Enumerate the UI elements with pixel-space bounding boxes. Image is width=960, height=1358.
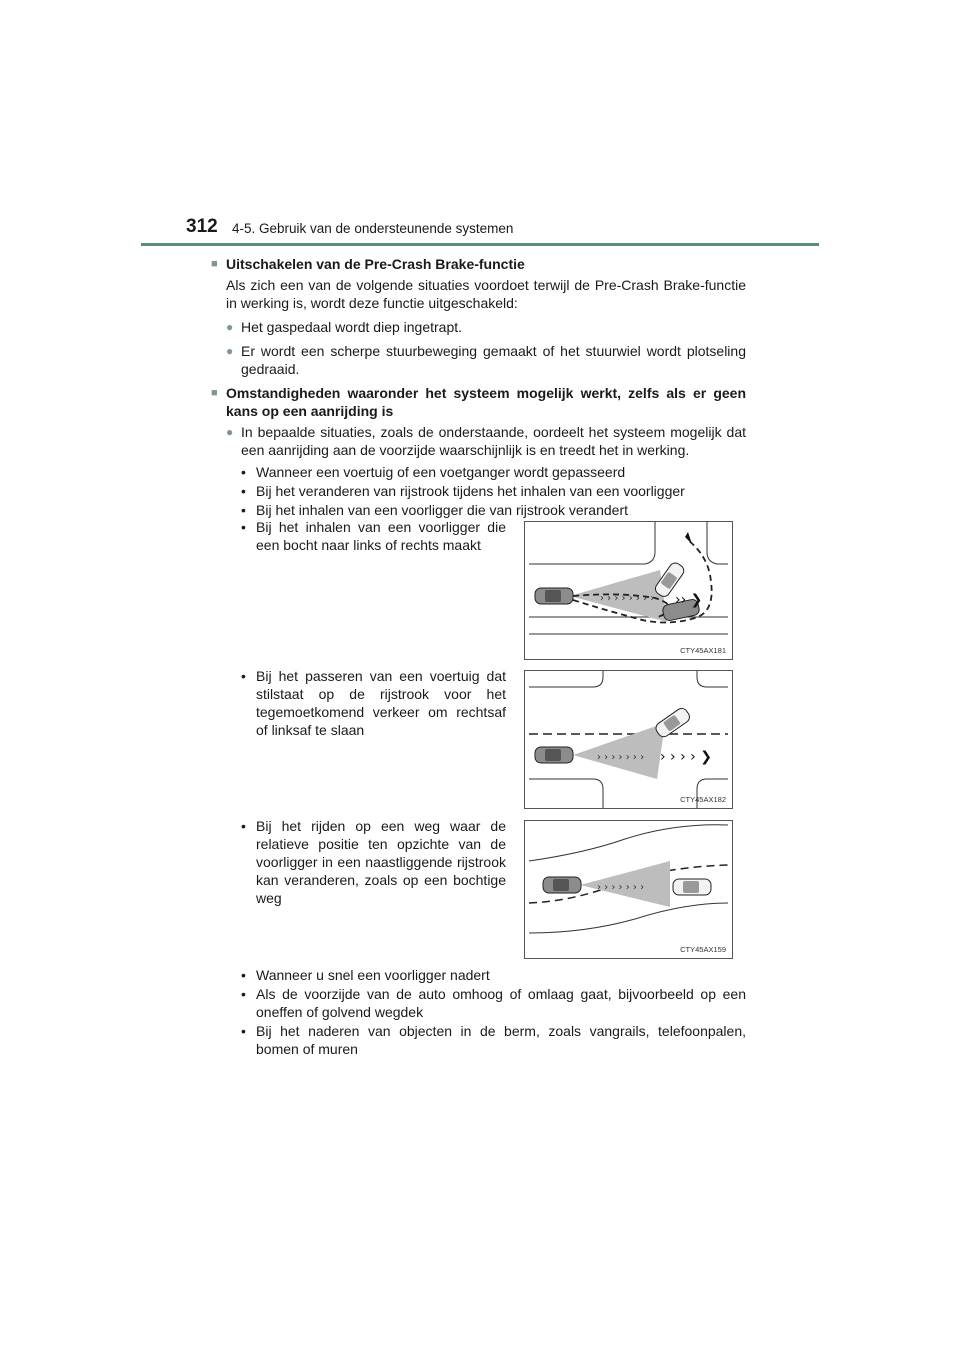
list-item: • Bij het inhalen van een voorligger die een bocht naar links of rechts maakt xyxy=(241,519,506,553)
list-item: • Bij het naderen van objecten in de berm, zoals vangrails, telefoonpalen, bomen of muren xyxy=(241,1023,746,1057)
svg-text:› › › › › › ›: › › › › › › › xyxy=(597,752,645,763)
section-title: 4-5. Gebruik van de ondersteunende systemen xyxy=(232,221,514,236)
list-item xyxy=(226,423,746,459)
list-item-text: Bij het naderen van objecten in de berm, zoals vangrails, telefoonpalen, bomen of muren xyxy=(256,1023,746,1057)
list-item-text: Bij het veranderen van rijstrook tijdens het inhalen van een voorligger xyxy=(256,483,685,499)
section-heading xyxy=(211,255,746,273)
square-bullet-icon: ■ xyxy=(211,387,218,399)
figure-caption xyxy=(241,817,506,908)
figure-caption xyxy=(241,518,506,555)
svg-text:› › › › › › ›: › › › › › › › xyxy=(597,882,645,893)
list-item-text: Bij het rijden op een weg waar de relatieve positie ten opzichte van de voorligger in een naastliggende rijstrook kan veranderen, zoals op een bochtige weg xyxy=(256,818,506,906)
car-icon xyxy=(673,879,711,895)
page-number: 312 xyxy=(186,216,218,237)
list-item: • Bij het passeren van een voertuig dat stilstaat op de rijstrook voor het tegemoetkomend verkeer om rechtsaf of linksaf te slaan xyxy=(241,668,506,738)
illustration-curved-road xyxy=(524,820,733,959)
circle-bullet-icon: ● xyxy=(226,344,234,358)
section-heading xyxy=(211,384,746,420)
situation-list xyxy=(241,463,746,519)
list-item: • Bij het inhalen van een voorligger die van rijstrook verandert xyxy=(241,501,746,519)
illustration-stopped-vehicle xyxy=(524,670,733,809)
list-item-text: Wanneer een voertuig of een voetganger wordt gepasseerd xyxy=(256,464,626,480)
figure-label: CTY45AX181 xyxy=(680,646,726,655)
list-item: • Bij het rijden op een weg waar de relatieve positie ten opzichte van de voorligger in een naastliggende rijstrook kan veranderen, zoals op een bochtige weg xyxy=(241,818,506,906)
svg-text:› › › › ❯: › › › › ❯ xyxy=(660,749,712,765)
list-item xyxy=(226,342,746,378)
figure-caption xyxy=(241,667,506,740)
list-item-text: Bij het passeren van een voertuig dat stilstaat op de rijstrook voor het tegemoetkomend verkeer om rechtsaf of linksaf te slaan xyxy=(256,668,506,738)
circle-bullet-icon: ● xyxy=(226,425,234,439)
list-item: • Als de voorzijde van de auto omhoog of omlaag gaat, bijvoorbeeld op een oneffen of golvend wegdek xyxy=(241,986,746,1020)
heading-text: Uitschakelen van de Pre-Crash Brake-functie xyxy=(226,256,525,272)
list-item-text: Als de voorzijde van de auto omhoog of omlaag gaat, bijvoorbeeld op een oneffen of golvend wegdek xyxy=(256,986,746,1020)
list-item-text: Er wordt een scherpe stuurbeweging gemaakt of het stuurwiel wordt plotseling gedraaid. xyxy=(241,343,746,377)
own-car-icon xyxy=(535,747,573,763)
list-item-text: Bij het inhalen van een voorligger die van rijstrook verandert xyxy=(256,502,628,518)
heading-text: Omstandigheden waaronder het systeem mogelijk werkt, zelfs als er geen kans op een aanrijding is xyxy=(226,385,746,419)
circle-bullet-icon: ● xyxy=(226,320,234,334)
list-item xyxy=(226,318,746,336)
intro-paragraph: Als zich een van de volgende situaties voordoet terwijl de Pre-Crash Brake-functie in werking is, wordt deze functie uitgeschakeld: xyxy=(226,277,746,311)
own-car-icon xyxy=(535,588,573,604)
illustration-turning-vehicle xyxy=(524,521,733,660)
own-car-icon xyxy=(543,877,581,893)
main-content xyxy=(211,255,746,520)
square-bullet-icon: ■ xyxy=(211,258,218,270)
list-item: • Wanneer een voertuig of een voetganger wordt gepasseerd xyxy=(241,463,746,481)
figure-label: CTY45AX159 xyxy=(680,945,726,954)
header-rule xyxy=(141,243,819,246)
list-item-text: Bij het inhalen van een voorligger die een bocht naar links of rechts maakt xyxy=(256,519,506,553)
list-item-text: Het gaspedaal wordt diep ingetrapt. xyxy=(241,319,463,335)
list-item-text: In bepaalde situaties, zoals de onderstaande, oordeelt het systeem mogelijk dat een aanrijding aan de voorzijde waarschijnlijk is en treedt het in werking. xyxy=(241,424,746,458)
list-item: • Wanneer u snel een voorligger nadert xyxy=(241,966,746,984)
situation-list-continued xyxy=(241,966,746,1059)
list-item-text: Wanneer u snel een voorligger nadert xyxy=(256,967,490,983)
figure-label: CTY45AX182 xyxy=(680,795,726,804)
list-item: • Bij het veranderen van rijstrook tijdens het inhalen van een voorligger xyxy=(241,482,746,500)
svg-text:› › › › › › › ›: › › › › › › › › xyxy=(600,593,655,604)
svg-text:›› ❯: ›› ❯ xyxy=(675,592,703,608)
